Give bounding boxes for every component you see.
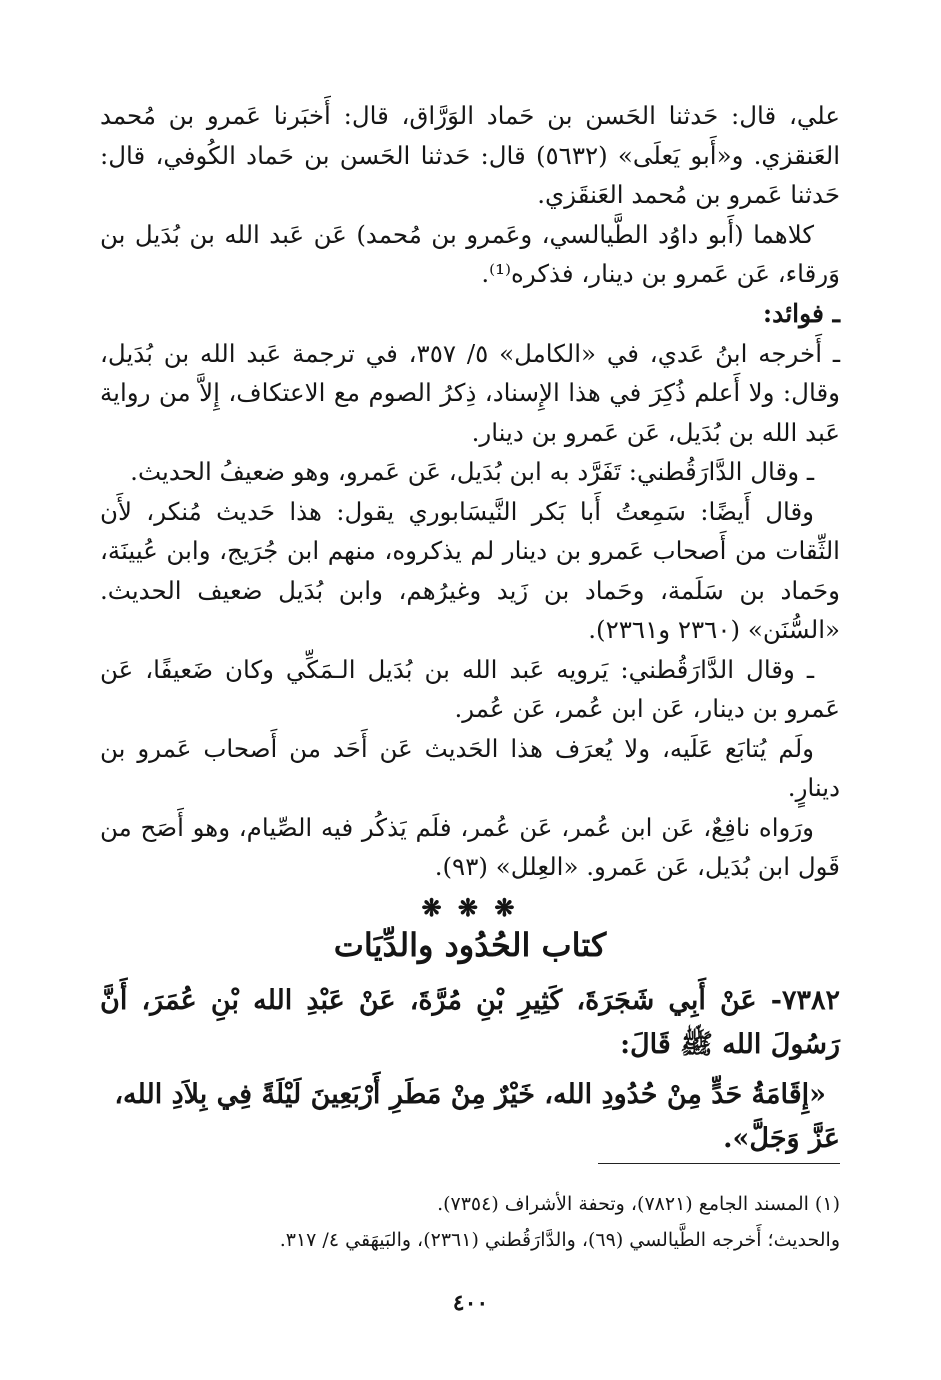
paragraph-daraqutni-2: ـ وقال الدَّارَقُطني: يَرويه عَبد الله بن بُدَيل الـمَكِّي وكان ضَعيفًا، عَن عَمرو بن دينار، عَن ابن عُمر، عَن عُمر. xyxy=(100,654,840,723)
page-body xyxy=(100,96,840,1161)
footnote-1-continued: والحديث؛ أَخرجه الطَّيالسي (٦٩)، والدَّارَقُطني (٢٣٦١)، والبَيهَقي ٤/ ٣١٧. xyxy=(279,1229,840,1251)
page-number: ٤٠٠ xyxy=(452,1290,489,1316)
footnote-separator xyxy=(598,1163,840,1164)
paragraph-chain-2: كلاهما (أَبو داوُد الطَّيالسي، وعَمرو بن مُحمد) عَن عَبد الله بن بُدَيل بن وَرقاء، عَن عَمرو بن دينار، فذكره⁽¹⁾. xyxy=(100,219,840,288)
paragraph-daraqutni-1: ـ وقال الدَّارَقُطني: تَفَرَّد به ابن بُدَيل، عَن عَمرو، وهو ضعيفُ الحديث. xyxy=(130,457,814,486)
paragraph-nafi: ورَواه نافِعٌ، عَن ابن عُمر، عَن عُمر، فلَم يَذكُر فيه الصِّيام، وهو أَصَح من قَول ابن بُدَيل، عَن عَمرو. «العِلل» (٩٣). xyxy=(100,812,840,881)
paragraph-not-followed: ولَم يُتابَع عَلَيه، ولا يُعرَف هذا الحَديث عَن أَحَد من أَصحاب عَمرو بن دينارٍ. xyxy=(100,733,840,802)
paragraph-chain-1: علي، قال: حَدثنا الحَسن بن حَماد الوَرَّاق، قال: أَخبَرنا عَمرو بن مُحمد العَنقزي. و«أَبو يَعلَى» (٥٦٣٢) قال: حَدثنا الحَسن بن حَماد الكُوفي، قال: حَدثنا عَمرو بن مُحمد العَنقَزي. xyxy=(100,101,841,209)
paragraph-ibn-adi: ـ أَخرجه ابنُ عَدي، في «الكامل» ٥/ ٣٥٧، في ترجمة عَبد الله بن بُدَيل، وقال: ولا أَعلم ذُكِرَ في هذا الإِسناد، ذِكرُ الصوم مع الاعتكاف، إِلاَّ من رواية عَبد الله بن بُدَيل، عَن عَمرو بن دينار. xyxy=(100,338,840,447)
footnotes xyxy=(100,1186,840,1258)
hadith-isnad: ٧٣٨٢- عَنْ أَبِي شَجَرَةَ، كَثِيرِ بْنِ مُرَّةَ، عَنْ عَبْدِ الله بْنِ عُمَرَ، أَنَّ رَسُولَ الله ﷺ قَالَ: xyxy=(100,984,840,1060)
fawaid-heading: ـ فوائد: xyxy=(762,298,840,328)
section-stars: ❋ ❋ ❋ xyxy=(421,892,519,922)
hadith-matn: «إِقَامَةُ حَدٍّ مِنْ حُدُودِ الله، خَيْرٌ مِنْ مَطَرِ أَرْبَعِينَ لَيْلَةً فِي بِلاَدِ الله، عَزَّ وَجَلَّ». xyxy=(114,1078,840,1154)
book-title: كتاب الحُدُود والدِّيَات xyxy=(333,925,607,964)
footnote-1: (١) المسند الجامع (٧٨٢١)، وتحفة الأشراف (٧٣٥٤). xyxy=(437,1193,840,1215)
paragraph-naysaburi: وقال أَيضًا: سَمِعتُ أَبا بَكر النَّيسَابوري يقول: هذا حَديث مُنكر، لأَن الثِّقات من أَصحاب عَمرو بن دينار لم يذكروه، منهم ابن جُرَيج، وابن عُيينَة، وحَماد بن سَلَمة، وحَماد بن زَيد وغيرُهم، وابن بُدَيل ضعيف الحديث. «السُّنَن» (٢٣٦٠ و٢٣٦١). xyxy=(100,496,840,644)
